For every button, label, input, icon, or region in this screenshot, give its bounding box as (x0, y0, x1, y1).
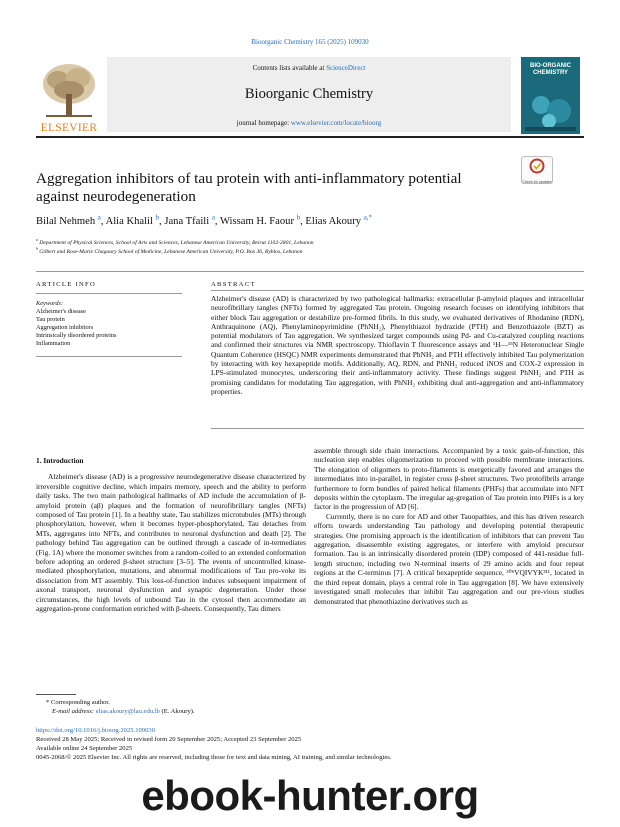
elsevier-tree-icon (36, 60, 102, 120)
article-info-rule (36, 293, 182, 294)
affil-text: Department of Physical Sciences, School of Arts and Sciences, Lebanese American University, Beirut 1102-2801, Lebanon (39, 240, 314, 246)
email-link[interactable]: elias.akoury@lau.edu.lb (95, 708, 160, 715)
author-name: Jana Tfaili (164, 216, 210, 227)
journal-name: Bioorganic Chemistry (244, 86, 374, 102)
footnote-rule (36, 694, 76, 695)
sciencedirect-link[interactable]: ScienceDirect (326, 64, 366, 72)
article-title: Aggregation inhibitors of tau protein with anti-inflammatory potential against neurodegeneration (36, 170, 462, 205)
author-affil-sup[interactable]: b (155, 214, 160, 222)
copyright-line: 0045-2068/© 2025 Elsevier Inc. All rights are reserved, including those for text and data mining, AI training, and similar technologies. (36, 754, 392, 761)
homepage-prefix: journal homepage: (236, 119, 291, 127)
author-affil-sup[interactable]: a (97, 214, 101, 222)
intro-column-right (314, 446, 584, 606)
author[interactable] (220, 216, 300, 227)
elsevier-wordmark: ELSEVIER (40, 122, 98, 134)
article-info-heading: ARTICLE INFO (36, 281, 97, 288)
email-suffix: (E. Akoury). (159, 708, 195, 715)
email-label: E-mail address: (52, 708, 96, 715)
check-updates-label: Check for updates (522, 180, 552, 184)
homepage-line (107, 119, 511, 127)
author-name: Bilal Nehmeh (36, 216, 96, 227)
intro-paragraph: Currently, there is no cure for AD and other Tauopathies, and this has driven research efforts towards understanding Tau pathology and developing potential therapeutic strategies. One promising approach is the identification of inhibitors that can prevent Tau aggregation, disassemble existing aggregates, or interfere with amyloid precursor formation. Tau is an intrinsically disordered protein (IDP) composed of 441-residue full-length structure, including two N-terminal inserts of 29 amino acids and four repeat regions at the C-terminus [7]. A critical hexapeptide sequence, ³⁰⁶VQIVYK³¹¹, located in the third repeat domain, plays a central role in Tau aggregation [8]. We have extensively investigated small molecules that inhibit Tau aggregation and our pre-vious studies demonstrated that phenothiazine derivatives such as (314, 511, 584, 606)
author-name: Alia Khalil (105, 216, 153, 227)
corresponding-author-note: * Corresponding author. (46, 699, 110, 706)
keyword: Intrinsically disordered proteins (36, 331, 117, 339)
author-name: Wissam H. Faour (219, 216, 295, 227)
intro-column-left (36, 456, 306, 614)
journal-reference[interactable]: Bioorganic Chemistry 165 (2025) 109030 (251, 38, 369, 46)
author[interactable] (164, 216, 215, 227)
contents-line (107, 64, 511, 72)
author-name: Elias Akoury (305, 216, 362, 227)
affiliation-rule (36, 271, 584, 272)
author-affil-sup[interactable]: b (296, 214, 301, 222)
author-list: Bilal Nehmeh $^a$, Alia Khalil $^b$, Jana Tfaili $^a$, Wissam H. Faour $^b$, Elias Akoury $^{a,*}$ (36, 214, 372, 227)
author[interactable] (305, 216, 372, 227)
keyword: Inflammation (36, 339, 71, 347)
keyword: Tau protein (36, 315, 65, 323)
keywords-block (36, 300, 182, 347)
check-updates-icon (522, 157, 552, 175)
homepage-link[interactable]: www.elsevier.com/locate/bioorg (290, 119, 382, 127)
contents-prefix: Contents lists available at (252, 64, 327, 72)
affil-sup: b (36, 247, 38, 252)
abstract-rule (211, 290, 584, 291)
affil-sup: a (36, 238, 38, 243)
header-rule (36, 136, 584, 138)
abstract-text: Alzheimer's disease (AD) is characterized by two pathological hallmarks: extracellular β-amyloid plaques and intracellular neurofibrillary tangles (NFTs) formed by aggregated Tau protein. Ongoing research focuses on identifying inhibitors that either block Tau aggregation or destabilize pre-formed fibrils. In this study, we evaluated derivatives of Rhodanine (RDN), Anthraquinone (AQ), Phenylaminopyrimidine (PhNH₂), Phenylthiazol hydrazide (PTH) and Benzothiazole (BZT) as potential modulators of Tau aggregation. We synthesized target compounds using Pd- and Cu-catalyzed coupling reactions and confirmed their structures via NMR spectroscopy. Thioflavin T fluorescence assays and ¹H—¹⁵N Heteronuclear Single Quantum Coherence (HSQC) NMR experiments demonstrated that PhNH₂ and PTH effectively inhibited Tau polymerization by interacting with key hexapeptide motifs. Additionally, AQ, RDN, and PhNH₂ reduced iNOS and COX-2 expression in LPS-stimulated monocytes, underscoring their anti-inflammatory activity. These findings suggest PhNH₂ and PTH as promising candidates for modulating Tau aggregation, with PhNH₂ exhibiting dual anti-aggregation and anti-inflammatory properties. (211, 294, 584, 396)
email-line (52, 708, 195, 715)
cover-art-icon (521, 83, 580, 134)
keyword: Alzheimer's disease (36, 307, 86, 315)
elsevier-logo (36, 60, 102, 134)
affiliation-b (36, 249, 576, 255)
received-dates: Received 28 May 2025; Received in revised form 20 September 2025; Accepted 23 September 2025 (36, 736, 302, 743)
abstract-heading: ABSTRACT (211, 281, 256, 288)
keyword: Aggregation inhibitors (36, 323, 94, 331)
cover-title: BIO-ORGANIC CHEMISTRY (530, 63, 571, 76)
author-affil-sup[interactable]: a,* (363, 214, 372, 222)
intro-paragraph: Alzheimer's disease (AD) is a progressive neurodegenerative disease characterized by irreversible cognitive decline, which impairs memory, speech and the ability to perform daily tasks. The two main pathological hallmarks of AD include the accumulation of β-amyloid protein (aβ) plaques and the formation of neurofibrillary tangles (NFTs) composed of Tau protein [1]. In a healthy state, Tau stabilizes microtubules (MTs) through phosphorylation, however, when it becomes hyper-phosphorylated, Tau detaches from MTs, aggregates into NFTs, and contributes to neuronal dysfunction and death [2]. The pathology behind Tau aggregation can be outlined through a cascade of in-termediates (Fig. 1A) where the monomer switches from a random-coiled to an extended conformation before adopting an ordered β-sheet structure [3–5]. The events of uncontrolled kinase-mediated phosphorylation, mutations, and abnormal modifications of Tau pro-voke its dissociation from MT assembly. This loss-of-function induces subsequent impairment of axonal transport, neuronal dysfunction and synaptic degeneration. Under those circumstances, the high levels of unbound Tau in the cytosol then accommodate an aggregation-prone conformation enriched with β-sheets. Consequently, Tau dimers (36, 472, 306, 614)
keywords-bottom-rule (36, 356, 182, 357)
author-affil-sup[interactable]: a (211, 214, 215, 222)
intro-heading: 1. Introduction (36, 456, 84, 465)
doi-link[interactable]: https://doi.org/10.1016/j.bioorg.2025.109030 (36, 727, 155, 734)
author[interactable] (36, 216, 101, 227)
keywords-label: Keywords: (36, 300, 64, 307)
author[interactable] (106, 216, 159, 227)
intro-paragraph: assemble through side chain interactions. Accompanied by a toxic gain-of-function, this nucleation step enables oligomerization to proceed with possible membrane interactions. The elongation of oligomers to proto-filaments is energetically favored and arranges the intermediates into in-parallel, in register cross β-sheet structures. Two protofibrils arrange furthermore to form bundles of paired helical filaments (PHFs) that accumulate into NFT deposits within the cytoplasm. The irregular ag-gregation of Tau protein into PHFs is a key factor in the progression of AD [6]. (314, 446, 584, 512)
watermark: ebook-hunter.org (141, 772, 479, 819)
check-for-updates-badge[interactable] (521, 156, 553, 184)
available-online: Available online 24 September 2025 (36, 745, 133, 752)
abstract-bottom-rule (211, 428, 584, 429)
affiliation-a (36, 240, 576, 246)
affil-text: Gilbert and Rose-Marie Chagoury School of Medicine, Lebanese American University, P.O. Box 36, Byblos, Lebanon (39, 249, 303, 255)
journal-cover-image (521, 57, 580, 134)
